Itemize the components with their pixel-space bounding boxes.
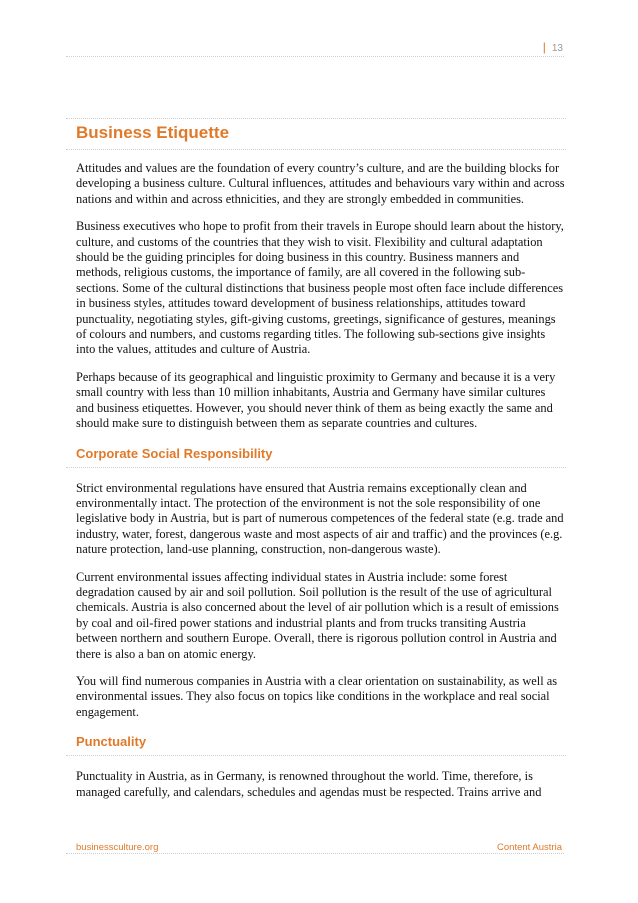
page-number <box>543 40 563 54</box>
heading-business-etiquette: Business Etiquette <box>66 118 566 150</box>
paragraph: Attitudes and values are the foundation of every country’s culture, and are the building blocks for developing a business culture. Cultural influences, attitudes and behaviours vary within and across nations and within and across ethnicities, and they are strongly embedded in communities. <box>76 161 565 206</box>
header-rule <box>66 56 564 57</box>
page-number-text: 13 <box>551 43 563 54</box>
paragraph: Current environmental issues affecting individual states in Austria include: some forest degradation caused by air and soil pollution. Soil pollution is the result of the use of agricultural chemicals. Austria is also concerned about the level of air pollution which is a result of emissions by coal and oil-fired power stations and industrial plants and from trucks transiting Austria between northern and southern Europe. Overall, there is rigorous pollution control in Austria and there is also a ban on atomic energy. <box>76 569 559 661</box>
heading-punctuality: Punctuality <box>66 734 566 756</box>
paragraph: You will find numerous companies in Austria with a clear orientation on sustainability, as well as environmental issues. They also focus on topics like conditions in the workplace and real social engagement. <box>76 673 558 719</box>
footer-section: Content Austria <box>497 842 562 853</box>
paragraph: Strict environmental regulations have ensured that Austria remains exceptionally clean and environmentally intact. The protection of the environment is not the sole responsibility of one legislative body in Austria, but is part of numerous competences of the federal state (e.g. trade and industry, water, forest, dangerous waste and most aspects of air and traffic) and the provinces (e.g. nature protection, land-use planning, construction, non-dangerous waste). <box>76 480 564 557</box>
page-number-bar: | <box>542 40 546 54</box>
heading-csr: Corporate Social Responsibility <box>66 446 566 468</box>
footer-website: businessculture.org <box>76 842 159 853</box>
paragraph: Punctuality in Austria, as in Germany, is renowned throughout the world. Time, therefore, is managed carefully, and calendars, schedules and agendas must be respected. Trains arrive and <box>76 769 542 799</box>
footer <box>66 839 564 854</box>
paragraph: Perhaps because of its geographical and linguistic proximity to Germany and because it is a very small country with less than 10 million inhabitants, Austria and Germany have similar cultures and business etiquettes. However, you should never think of them as being exactly the same and should make sure to distinguish between them as separate countries and cultures. <box>76 369 556 431</box>
paragraph: Business executives who hope to profit from their travels in Europe should learn about the history, culture, and customs of the countries that they wish to visit. Flexibility and cultural adaptation should be the guiding principles for doing business in this country. Business manners and methods, religious customs, the importance of family, are all covered in the following sub-sections. Some of the cultural distinctions that business people most often face include differences in business styles, attitudes toward development of business relationships, attitudes toward punctuality, negotiating styles, gift-giving customs, greetings, significance of gestures, meanings of colours and numbers, and customs regarding titles. The following sub-sections give insights into the values, attitudes and culture of Austria. <box>76 219 564 357</box>
page-content <box>76 118 566 812</box>
